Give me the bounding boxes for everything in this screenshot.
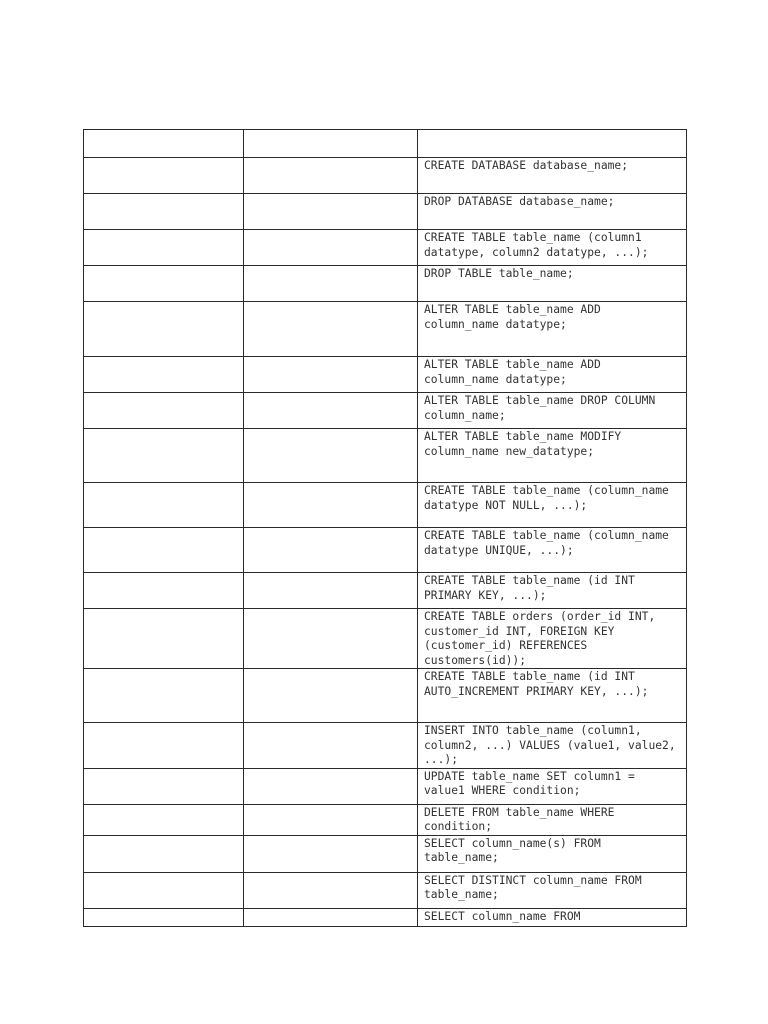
syntax-cell [418, 483, 687, 528]
name-cell [244, 835, 418, 872]
syntax-cell [418, 158, 687, 194]
sql-syntax: CREATE TABLE orders (order_id INT, customer_id INT, FOREIGN KEY (customer_id) REFERENCES customers(id)); [424, 610, 663, 667]
name-cell [244, 266, 418, 302]
header-cell-3 [418, 130, 687, 158]
description-cell [84, 230, 244, 266]
sql-syntax: ALTER TABLE table_name MODIFY column_name new_datatype; [424, 430, 629, 458]
table-row [84, 804, 687, 835]
sql-syntax: CREATE TABLE table_name (column_name datatype UNIQUE, ...); [424, 529, 676, 557]
sql-syntax: SELECT column_name FROM [424, 909, 581, 923]
syntax-cell [418, 768, 687, 804]
name-cell [244, 528, 418, 573]
name-cell [244, 429, 418, 483]
name-cell [244, 158, 418, 194]
syntax-cell [418, 302, 687, 357]
sql-syntax: CREATE DATABASE database_name; [424, 159, 629, 172]
table-row [84, 835, 687, 872]
name-cell [244, 483, 418, 528]
name-cell [244, 872, 418, 908]
description-cell [84, 266, 244, 302]
syntax-cell [418, 429, 687, 483]
description-cell [84, 528, 244, 573]
sql-syntax: UPDATE table_name SET column1 = value1 WHERE condition; [424, 769, 642, 797]
table-row [84, 357, 687, 393]
description-cell [84, 835, 244, 872]
sql-syntax: DROP DATABASE database_name; [424, 195, 615, 208]
description-cell [84, 158, 244, 194]
sql-syntax: ALTER TABLE table_name DROP COLUMN column_name; [424, 394, 663, 422]
header-cell-1 [84, 130, 244, 158]
name-cell [244, 723, 418, 769]
syntax-cell [418, 872, 687, 908]
table-row [84, 669, 687, 723]
name-cell [244, 609, 418, 669]
syntax-cell [418, 573, 687, 609]
syntax-cell [418, 528, 687, 573]
description-cell [84, 723, 244, 769]
syntax-cell [418, 194, 687, 230]
table-row [84, 393, 687, 429]
table-row [84, 528, 687, 573]
syntax-cell [418, 609, 687, 669]
header-cell-2 [244, 130, 418, 158]
description-cell [84, 669, 244, 723]
syntax-cell [418, 908, 687, 926]
table-row [84, 768, 687, 804]
name-cell [244, 573, 418, 609]
description-cell [84, 302, 244, 357]
syntax-cell [418, 230, 687, 266]
name-cell [244, 302, 418, 357]
syntax-cell [418, 393, 687, 429]
name-cell [244, 194, 418, 230]
sql-syntax: SELECT column_name(s) FROM table_name; [424, 836, 608, 864]
description-cell [84, 908, 244, 926]
sql-syntax: DROP TABLE table_name; [424, 267, 574, 280]
name-cell [244, 908, 418, 926]
name-cell [244, 357, 418, 393]
table-row [84, 573, 687, 609]
syntax-cell [418, 723, 687, 769]
table-row [84, 158, 687, 194]
sql-syntax: SELECT DISTINCT column_name FROM table_name; [424, 873, 649, 901]
sql-commands-table [83, 129, 687, 927]
table-row [84, 483, 687, 528]
table-row [84, 194, 687, 230]
syntax-cell [418, 266, 687, 302]
sql-syntax: CREATE TABLE table_name (column_name datatype NOT NULL, ...); [424, 484, 676, 512]
table-row [84, 266, 687, 302]
table-header-row [84, 130, 687, 158]
syntax-cell [418, 669, 687, 723]
description-cell [84, 573, 244, 609]
table-row [84, 230, 687, 266]
syntax-cell [418, 804, 687, 835]
description-cell [84, 609, 244, 669]
description-cell [84, 429, 244, 483]
name-cell [244, 804, 418, 835]
description-cell [84, 483, 244, 528]
table-row [84, 302, 687, 357]
sql-syntax: CREATE TABLE table_name (column1 datatype, column2 datatype, ...); [424, 231, 649, 259]
description-cell [84, 393, 244, 429]
sql-syntax: CREATE TABLE table_name (id INT AUTO_INCREMENT PRIMARY KEY, ...); [424, 670, 649, 698]
name-cell [244, 230, 418, 266]
sql-syntax: ALTER TABLE table_name ADD column_name datatype; [424, 303, 608, 331]
name-cell [244, 669, 418, 723]
sql-syntax: ALTER TABLE table_name ADD column_name datatype; [424, 358, 608, 386]
table-body [84, 130, 687, 927]
description-cell [84, 194, 244, 230]
description-cell [84, 357, 244, 393]
table-row [84, 609, 687, 669]
sql-syntax: CREATE TABLE table_name (id INT PRIMARY KEY, ...); [424, 574, 642, 602]
syntax-cell [418, 357, 687, 393]
table-row [84, 723, 687, 769]
description-cell [84, 872, 244, 908]
sql-syntax: DELETE FROM table_name WHERE condition; [424, 805, 622, 833]
table-row [84, 429, 687, 483]
name-cell [244, 393, 418, 429]
description-cell [84, 804, 244, 835]
table-row [84, 908, 687, 926]
syntax-cell [418, 835, 687, 872]
description-cell [84, 768, 244, 804]
name-cell [244, 768, 418, 804]
sql-syntax: INSERT INTO table_name (column1, column2, ...) VALUES (value1, value2, ...); [424, 724, 683, 766]
table-row [84, 872, 687, 908]
